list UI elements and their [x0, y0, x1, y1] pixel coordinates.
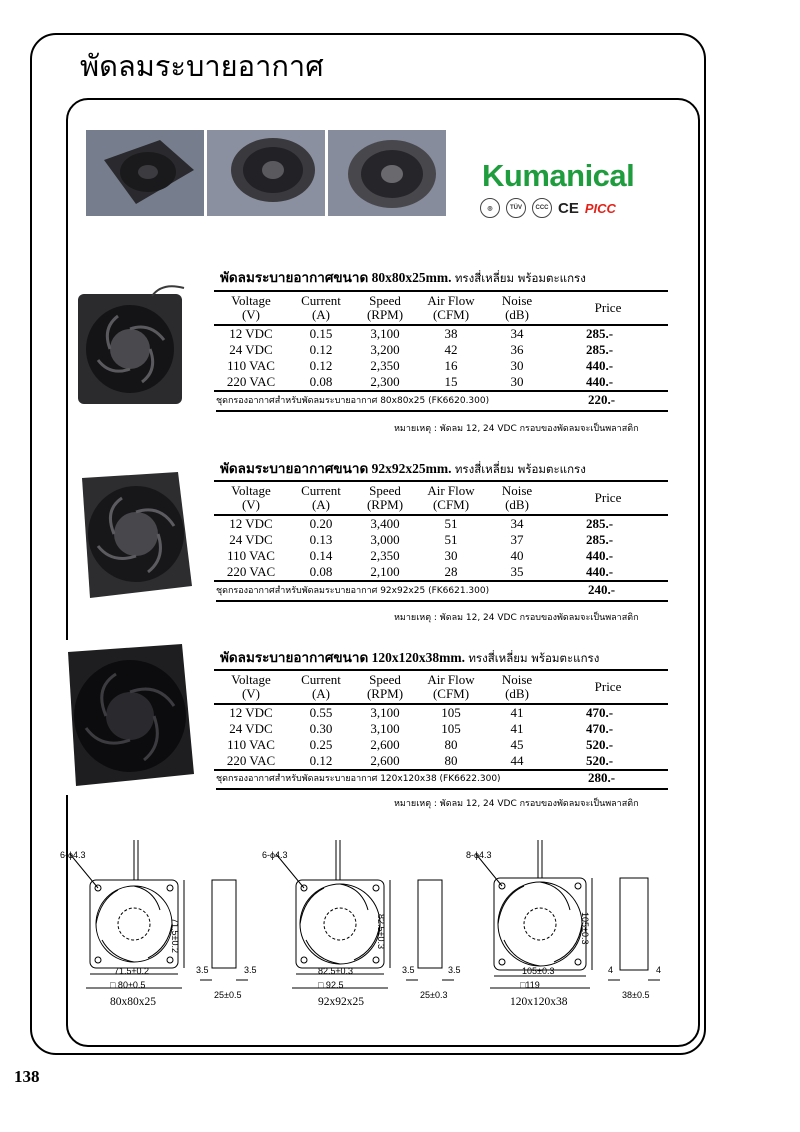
fan-photo-80 [72, 282, 188, 413]
filter-label: ชุดกรองอากาศสำหรับพัดลมระบายอากาศ 120x120x38 (FK6622.300) [216, 774, 501, 784]
drawing-80-depth: 25±0.5 [214, 990, 242, 1000]
col-current: Current (A) [288, 291, 354, 325]
brand-logo: Kumanical [482, 158, 635, 193]
drawing-80-height: 71.5±0.2 [170, 918, 180, 953]
filter-price: 240.- [588, 582, 616, 597]
col-noise: Noise (dB) [486, 670, 548, 704]
table-row: 12 VDC 0.15 3,100 38 34 285.- [229, 326, 614, 341]
drawing-120-height: 105±0.3 [580, 912, 590, 945]
drawing-120-holes: 8-ϕ4.3 [466, 850, 492, 860]
table-row: 24 VDC 0.12 3,200 42 36 285.- [229, 342, 614, 357]
drawing-80-holes: 6-ϕ4.3 [60, 850, 86, 860]
table-header-row [214, 291, 668, 325]
drawing-92-side-right: 3.5 [448, 965, 461, 975]
filter-label: ชุดกรองอากาศสำหรับพัดลมระบายอากาศ 80x80x25 (FK6620.300) [216, 396, 490, 406]
col-noise: Noise (dB) [486, 481, 548, 515]
note-120: หมายเหตุ : พัดลม 12, 24 VDC กรอบของพัดลมจะเป็นพลาสติก [394, 799, 639, 809]
section-title-92 [220, 457, 586, 479]
col-noise: Noise (dB) [486, 291, 548, 325]
table-row: 110 VAC 0.12 2,350 16 30 440.- [227, 358, 614, 373]
drawing-92-holes: 6-ϕ4.3 [262, 850, 288, 860]
spec-table-120 [214, 669, 668, 771]
drawing-120-depth: 38±0.5 [622, 990, 650, 1000]
drawing-80-width: 71.5±0.2 [114, 966, 149, 976]
col-airflow: Air Flow (CFM) [416, 670, 486, 704]
section-title-desc: ทรงสี่เหลี่ยม พร้อมตะแกรง [454, 462, 586, 476]
page-title: พัดลมระบายอากาศ [80, 49, 324, 83]
col-price: Price [548, 291, 668, 325]
drawing-92-square: □ 92.5 [318, 980, 344, 990]
col-speed: Speed (RPM) [354, 670, 416, 704]
note-92: หมายเหตุ : พัดลม 12, 24 VDC กรอบของพัดลมจะเป็นพลาสติก [394, 613, 639, 623]
section-title-desc: ทรงสี่เหลี่ยม พร้อมตะแกรง [468, 651, 600, 665]
col-airflow: Air Flow (CFM) [416, 481, 486, 515]
fan-photo-92 [74, 468, 196, 607]
table-row: 24 VDC 0.13 3,000 51 37 285.- [229, 532, 614, 547]
header-fan-photo-2 [207, 130, 325, 216]
section-title-size: พัดลมระบายอากาศขนาด 80x80x25mm. [220, 270, 452, 285]
filter-price: 220.- [588, 392, 616, 407]
drawing-92-side-left: 3.5 [402, 965, 415, 975]
section-title-120 [220, 646, 599, 668]
col-speed: Speed (RPM) [354, 291, 416, 325]
drawing-120-side-right: 4 [656, 965, 662, 975]
col-current: Current (A) [288, 481, 354, 515]
header-fan-photo-3 [328, 130, 446, 216]
drawing-92-depth: 25±0.3 [420, 990, 448, 1000]
drawing-92-caption: 92x92x25 [318, 996, 364, 1008]
table-header-row [214, 481, 668, 515]
drawing-120 [462, 840, 678, 1010]
certification-logos [480, 198, 616, 218]
ce-mark: CE [558, 199, 579, 217]
filter-label: ชุดกรองอากาศสำหรับพัดลมระบายอากาศ 92x92x25 (FK6621.300) [216, 586, 490, 596]
section-title-size: พัดลมระบายอากาศขนาด 120x120x38mm. [220, 650, 465, 665]
table-row: 12 VDC 0.20 3,400 51 34 285.- [229, 516, 614, 531]
table-row: 12 VDC 0.55 3,100 105 41 470.- [229, 705, 614, 720]
picc-mark: PICC [584, 200, 616, 216]
col-speed: Speed (RPM) [354, 481, 416, 515]
table-row: 110 VAC 0.14 2,350 30 40 440.- [227, 548, 614, 563]
table-row: 220 VAC 0.08 2,100 28 35 440.- [214, 564, 668, 581]
tuv-mark-icon: TÜV [506, 198, 526, 218]
drawing-80-square: □ 80±0.5 [110, 980, 146, 990]
col-airflow: Air Flow (CFM) [416, 291, 486, 325]
spec-table-92 [214, 480, 668, 582]
page-number: 138 [14, 1067, 40, 1086]
col-voltage: Voltage (V) [214, 291, 288, 325]
section-title-desc: ทรงสี่เหลี่ยม พร้อมตะแกรง [454, 271, 586, 285]
filter-row-80 [216, 391, 668, 412]
drawing-92-height: 82.5±0.3 [376, 914, 386, 949]
drawing-92-width: 82.5±0.3 [318, 966, 353, 976]
col-voltage: Voltage (V) [214, 670, 288, 704]
filter-price: 280.- [588, 770, 616, 785]
note-80: หมายเหตุ : พัดลม 12, 24 VDC กรอบของพัดลมจะเป็นพลาสติก [394, 424, 639, 434]
drawing-120-square: □119 [520, 980, 540, 990]
col-price: Price [548, 670, 668, 704]
drawing-80-caption: 80x80x25 [110, 996, 156, 1008]
section-title-size: พัดลมระบายอากาศขนาด 92x92x25mm. [220, 461, 452, 476]
spec-table-80 [214, 290, 668, 392]
table-row: 220 VAC 0.08 2,300 15 30 440.- [214, 374, 668, 391]
col-current: Current (A) [288, 670, 354, 704]
header-fan-photo-1 [86, 130, 204, 216]
drawing-80 [56, 840, 270, 1010]
table-row: 110 VAC 0.25 2,600 80 45 520.- [227, 737, 614, 752]
filter-row-92 [216, 581, 668, 602]
drawing-120-caption: 120x120x38 [510, 996, 568, 1008]
drawing-120-side-left: 4 [608, 965, 614, 975]
drawing-80-side-right: 3.5 [244, 965, 257, 975]
cert-mark-icon: ◎ [480, 198, 500, 218]
ccc-mark-icon: CCC [532, 198, 552, 218]
table-row: 220 VAC 0.12 2,600 80 44 520.- [214, 753, 668, 770]
table-header-row [214, 670, 668, 704]
drawing-80-side-left: 3.5 [196, 965, 209, 975]
drawing-92 [262, 840, 472, 1010]
drawing-120-width: 105±0.3 [522, 966, 555, 976]
filter-row-120 [216, 769, 668, 790]
section-title-80 [220, 266, 586, 288]
col-price: Price [548, 481, 668, 515]
table-row: 24 VDC 0.30 3,100 105 41 470.- [229, 721, 614, 736]
fan-photo-120 [64, 640, 198, 795]
col-voltage: Voltage (V) [214, 481, 288, 515]
